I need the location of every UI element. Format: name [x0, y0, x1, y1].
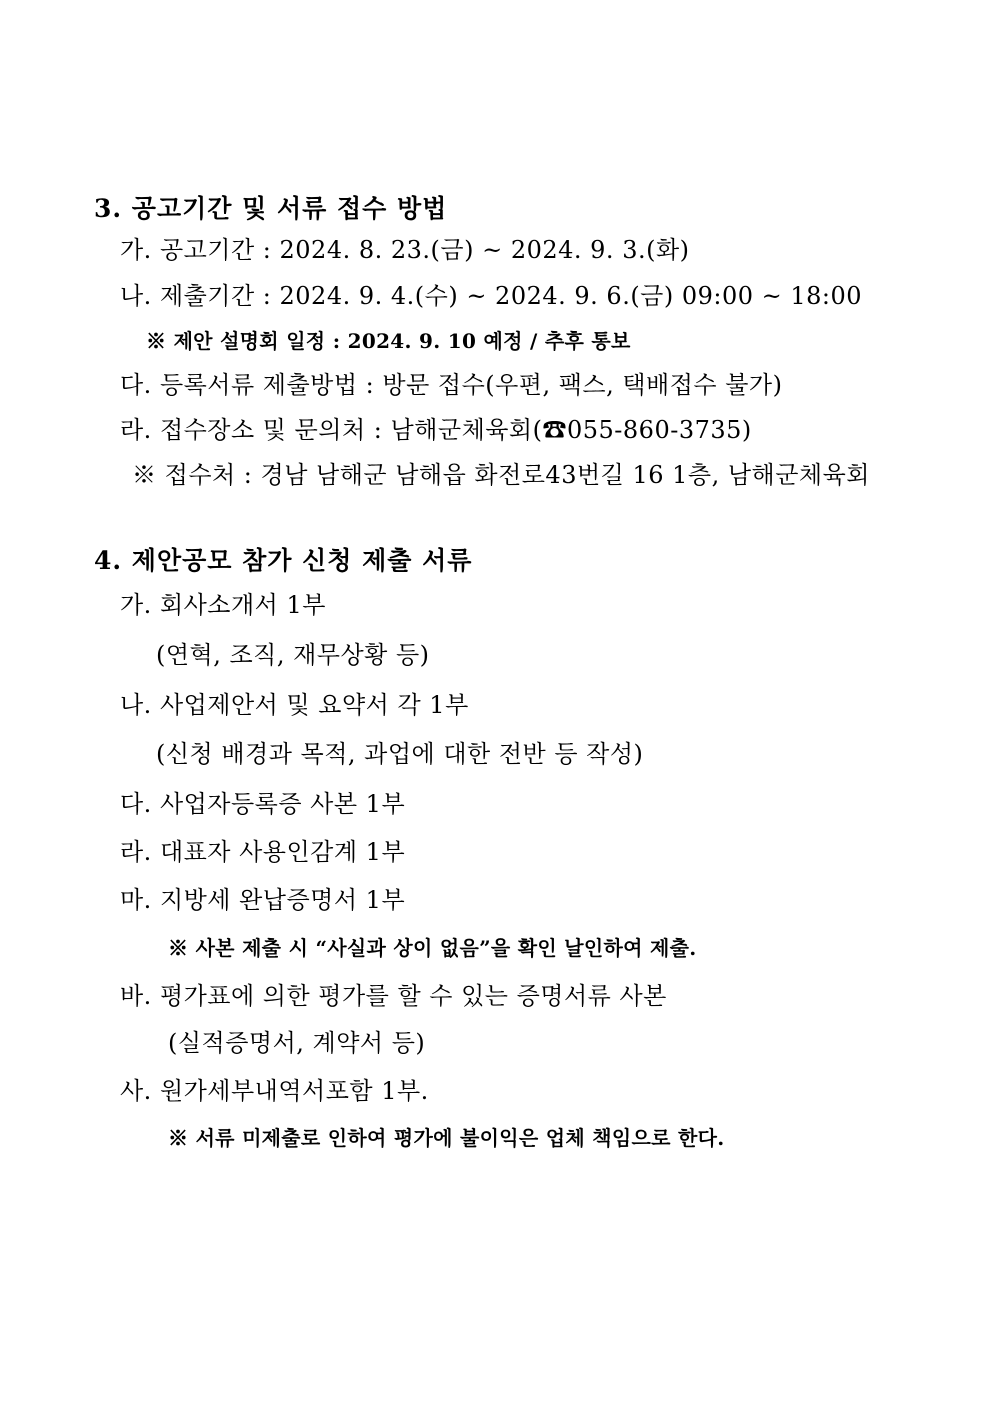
section-3-heading: 3. 공고기간 및 서류 접수 방법 [94, 194, 448, 223]
doc-company-intro: 가. 회사소개서 1부 [120, 591, 326, 619]
submission-method: 다. 등록서류 제출방법 : 방문 접수(우편, 팩스, 택배접수 불가) [120, 371, 783, 399]
doc-company-intro-detail: (연혁, 조직, 재무상황 등) [156, 641, 430, 669]
doc-business-registration: 다. 사업자등록증 사본 1부 [120, 790, 406, 818]
doc-cost-breakdown: 사. 원가세부내역서포함 1부. [120, 1077, 429, 1105]
doc-evaluation-evidence: 바. 평가표에 의한 평가를 할 수 있는 증명서류 사본 [120, 982, 667, 1010]
section-4-heading: 4. 제안공모 참가 신청 제출 서류 [94, 546, 473, 575]
announcement-period: 가. 공고기간 : 2024. 8. 23.(금) ~ 2024. 9. 3.(화) [120, 236, 690, 264]
doc-evaluation-evidence-detail: (실적증명서, 계약서 등) [168, 1029, 426, 1057]
reception-contact: 라. 접수장소 및 문의처 : 남해군체육회(☎055-860-3735) [120, 416, 752, 444]
doc-seal-certificate: 라. 대표자 사용인감계 1부 [120, 838, 406, 866]
doc-business-proposal-detail: (신청 배경과 목적, 과업에 대한 전반 등 작성) [156, 740, 644, 768]
copy-stamp-note: ※ 사본 제출 시 “사실과 상이 없음”을 확인 날인하여 제출. [168, 936, 697, 960]
missing-documents-note: ※ 서류 미제출로 인하여 평가에 불이익은 업체 책임으로 한다. [168, 1126, 725, 1150]
submission-period: 나. 제출기간 : 2024. 9. 4.(수) ~ 2024. 9. 6.(금) 09:00 ~ 18:00 [120, 282, 863, 310]
doc-local-tax-certificate: 마. 지방세 완납증명서 1부 [120, 886, 406, 914]
doc-business-proposal: 나. 사업제안서 및 요약서 각 1부 [120, 691, 469, 719]
reception-address-note: ※ 접수처 : 경남 남해군 남해읍 화전로43번길 16 1층, 남해군체육회 [132, 461, 870, 489]
briefing-schedule-note: ※ 제안 설명회 일정 : 2024. 9. 10 예정 / 추후 통보 [146, 329, 631, 353]
